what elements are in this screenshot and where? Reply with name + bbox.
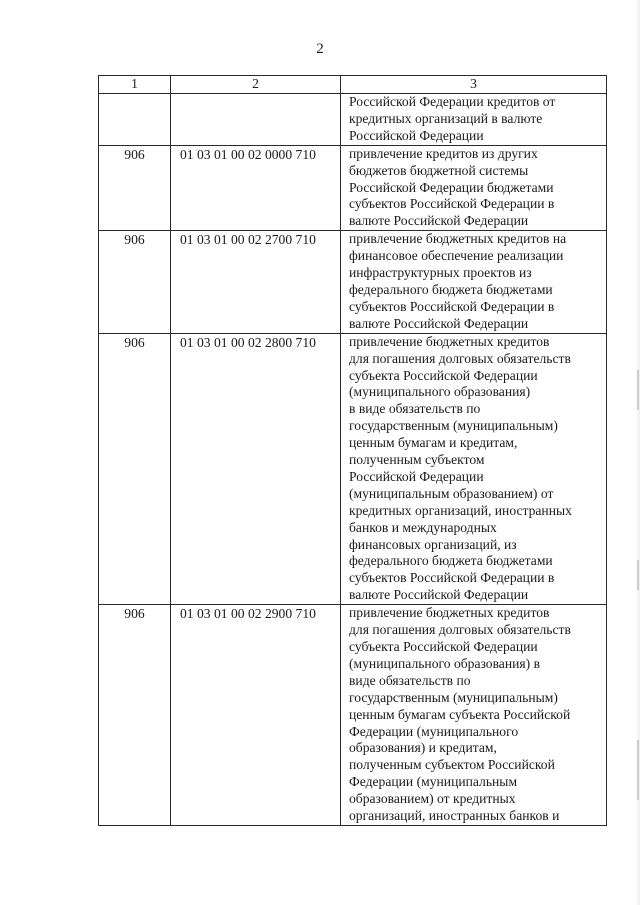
description-line: полученным субъектом Российской (349, 757, 555, 773)
admin-code-cell: 906 (99, 333, 171, 605)
description-line: инфраструктурных проектов из (349, 265, 532, 281)
description-line: субъектов Российской Федерации в (349, 196, 555, 212)
classification-code-cell: 01 03 01 00 02 2700 710 (171, 231, 341, 333)
description-line: полученным субъектом (349, 452, 485, 468)
description-line: Российской Федерации (349, 468, 484, 484)
classification-code-cell: 01 03 01 00 02 2800 710 (171, 333, 341, 605)
description-line: субъекта Российской Федерации (349, 367, 538, 383)
scan-edge-mark (637, 740, 639, 800)
admin-code-cell: 906 (99, 605, 171, 826)
table-body (99, 94, 607, 826)
description-line: Российской Федерации кредитов от (349, 94, 556, 109)
description-line: (муниципального образования) в (349, 655, 540, 671)
budget-codes-table (98, 75, 607, 826)
table-row (99, 333, 607, 605)
description-line: (муниципальным образованием) от (349, 485, 554, 501)
admin-code-cell: 906 (99, 231, 171, 333)
description-line: Федерации (муниципального (349, 723, 519, 739)
description-line: образования) и кредитам, (349, 740, 497, 756)
description-line: для погашения долговых обязательств (349, 350, 571, 366)
scan-edge-mark (637, 560, 639, 590)
admin-code-cell: 906 (99, 145, 171, 231)
description-cell (341, 333, 607, 605)
description-cell (341, 605, 607, 826)
header-col-1: 1 (99, 76, 171, 94)
admin-code-cell (99, 94, 171, 146)
description-cell (341, 145, 607, 231)
description-line: финансовых организаций, из (349, 536, 517, 552)
description-line: финансовое обеспечение реализации (349, 248, 564, 264)
description-line: привлечение бюджетных кредитов на (349, 231, 567, 247)
description-line: субъектов Российской Федерации в (349, 298, 555, 314)
description-line: Российской Федерации бюджетами (349, 179, 554, 195)
description-line: (муниципального образования) (349, 384, 531, 400)
classification-code-cell (171, 94, 341, 146)
description-line: ценным бумагам и кредитам, (349, 435, 518, 451)
table-row (99, 231, 607, 333)
description-line: кредитных организаций, иностранных (349, 502, 572, 518)
description-line: привлечение бюджетных кредитов (349, 605, 550, 621)
page-number: 2 (316, 41, 324, 57)
description-line: привлечение бюджетных кредитов (349, 333, 550, 349)
description-line: субъектов Российской Федерации в (349, 570, 555, 586)
description-line: в виде обязательств по (349, 401, 481, 417)
description-line: Российской Федерации (349, 127, 484, 143)
description-line: привлечение кредитов из других (349, 145, 538, 161)
classification-code-cell: 01 03 01 00 02 0000 710 (171, 145, 341, 231)
description-line: бюджетов бюджетной системы (349, 162, 529, 178)
description-line: Федерации (муниципальным (349, 774, 518, 790)
description-line: субъекта Российской Федерации (349, 639, 538, 654)
description-line: банков и международных (349, 519, 497, 535)
description-line: государственным (муниципальным) (349, 418, 558, 434)
header-col-2: 2 (171, 76, 341, 94)
table-row (99, 94, 607, 146)
description-line: государственным (муниципальным) (349, 689, 558, 705)
description-line: валюте Российской Федерации (349, 315, 529, 331)
description-line: для погашения долговых обязательств (349, 622, 571, 638)
header-row (99, 76, 607, 94)
description-line: организаций, иностранных банков и (349, 808, 560, 824)
description-line: виде обязательств по (349, 672, 471, 688)
description-line: валюте Российской Федерации (349, 587, 529, 603)
scan-edge-mark (637, 370, 639, 410)
description-line: федерального бюджета бюджетами (349, 281, 553, 297)
table-row (99, 605, 607, 826)
description-line: федерального бюджета бюджетами (349, 553, 553, 569)
description-cell (341, 231, 607, 333)
description-line: образованием) от кредитных (349, 791, 516, 807)
header-col-3: 3 (341, 76, 607, 94)
description-line: ценным бумагам субъекта Российской (349, 706, 571, 722)
description-cell (341, 94, 607, 146)
table-header (99, 76, 607, 94)
description-line: валюте Российской Федерации (349, 213, 529, 229)
description-line: кредитных организаций в валюте (349, 110, 543, 126)
table-row (99, 145, 607, 231)
classification-code-cell: 01 03 01 00 02 2900 710 (171, 605, 341, 826)
